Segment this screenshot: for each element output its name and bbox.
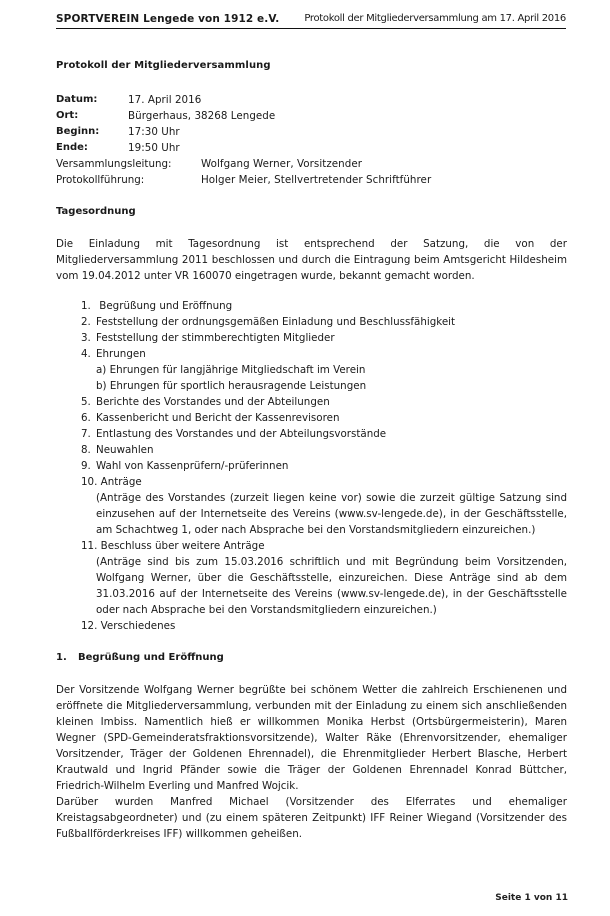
page-number: Seite 1 von 11	[495, 893, 568, 903]
agenda-item	[81, 458, 567, 474]
agenda-item	[81, 298, 567, 314]
section-heading-begruessung	[56, 650, 567, 666]
agenda-item-number: 8.	[81, 444, 91, 456]
agenda-item-text: Neuwahlen	[96, 444, 154, 456]
agenda-item-text: Feststellung der stimmberechtigten Mitglieder	[96, 332, 335, 344]
meta-value: 17:30 Uhr	[128, 126, 180, 138]
agenda-item	[81, 442, 567, 458]
agenda-item-text: Berichte des Vorstandes und der Abteilungen	[96, 396, 330, 408]
agenda-subitem: b) Ehrungen für sportlich herausragende Leistungen	[96, 380, 367, 392]
meta-value: Bürgerhaus, 38268 Lengede	[128, 110, 276, 122]
agenda-item-number: 12.	[81, 620, 98, 632]
agenda-item	[81, 314, 567, 330]
agenda-intro: Die Einladung mit Tagesordnung ist entsprechend der Satzung, die von der Mitgliederversammlung 2011 beschlossen und durch die Eintragung beim Amtsgericht Hildesheim vom 19.04.2012 unter VR 160070 eingetragen wurde, bekannt gemacht worden.	[56, 238, 567, 282]
meta-label: Beginn:	[56, 126, 100, 137]
agenda-subitem: a) Ehrungen für langjährige Mitgliedschaft im Verein	[96, 364, 366, 376]
agenda-list	[56, 298, 567, 634]
agenda-item-number: 5.	[81, 396, 91, 408]
agenda-heading: Tagesordnung	[56, 206, 136, 217]
agenda-item-number: 7.	[81, 428, 91, 440]
agenda-item-text: Verschiedenes	[97, 620, 176, 632]
meta-label: Protokollführung:	[56, 174, 145, 186]
meta-value: 17. April 2016	[128, 94, 202, 106]
meta-label: Ende:	[56, 142, 88, 153]
agenda-item-text: Anträge	[97, 476, 142, 488]
agenda-item-text: Beschluss über weitere Anträge	[97, 540, 265, 552]
agenda-item-text: Wahl von Kassenprüfern/-prüferinnen	[96, 460, 289, 472]
meta-row-versammlungsleitung	[56, 156, 567, 172]
agenda-item-note: (Anträge sind bis zum 15.03.2016 schriftlich und mit Begründung beim Vorsitzenden, Wolfgang Werner, über die Geschäftsstelle, einzureichen. Diese Anträge sind ab dem 31.03.2016 auf der Internetseite des Vereins (www.sv-lengede.de), in der Geschäftsstelle oder nach Absprache bei den Vorstandsmitgliedern einzureichen.)	[96, 556, 567, 616]
agenda-item-number: 10.	[81, 476, 98, 488]
agenda-item	[81, 410, 567, 426]
agenda-item-text: Entlastung des Vorstandes und der Abteilungsvorstände	[96, 428, 387, 440]
meta-label: Versammlungsleitung:	[56, 158, 172, 170]
document-title: Protokoll der Mitgliederversammlung	[56, 60, 271, 71]
agenda-item	[81, 618, 567, 634]
agenda-item-number: 9.	[81, 460, 91, 472]
meta-value: 19:50 Uhr	[128, 142, 180, 154]
agenda-item	[81, 474, 567, 490]
page-header	[56, 10, 566, 29]
section-number: 1.	[56, 652, 67, 663]
agenda-item	[81, 346, 567, 362]
agenda-item-number: 2.	[81, 316, 91, 328]
meta-row-beginn	[56, 124, 567, 140]
agenda-item	[81, 538, 567, 554]
meta-label: Datum:	[56, 94, 98, 105]
agenda-item-number: 11.	[81, 540, 98, 552]
document-body	[56, 58, 567, 842]
meta-label: Ort:	[56, 110, 79, 121]
meta-row-datum	[56, 92, 567, 108]
agenda-item-text: Kassenbericht und Bericht der Kassenrevisoren	[96, 412, 340, 424]
agenda-item	[81, 426, 567, 442]
agenda-item	[81, 330, 567, 346]
meta-row-protokollfuehrung	[56, 172, 567, 188]
agenda-item-note: (Anträge des Vorstandes (zurzeit liegen keine vor) sowie die zurzeit gültige Satzung sind einzusehen auf der Internetseite des Vereins (www.sv-lengede.de), in der Geschäftsstelle, am Schachtweg 1, oder nach Absprache bei den Vorstandsmitgliedern einzureichen.)	[96, 492, 567, 536]
agenda-item-text: Begrüßung und Eröffnung	[96, 300, 233, 312]
meta-row-ende	[56, 140, 567, 156]
meta-block	[56, 92, 567, 188]
header-subtitle: Protokoll der Mitgliederversammlung am 17. April 2016	[304, 13, 566, 24]
meta-value: Holger Meier, Stellvertretender Schriftführer	[201, 174, 432, 186]
meta-value: Wolfgang Werner, Vorsitzender	[201, 158, 363, 170]
agenda-item-number: 1.	[81, 300, 91, 312]
agenda-item-number: 4.	[81, 348, 91, 360]
agenda-item-number: 6.	[81, 412, 91, 424]
section-paragraph: Darüber wurden Manfred Michael (Vorsitzender des Elferrates und ehemaliger Kreistagsabgeordneter) und (zu einem späteren Zeitpunkt) IFF Reiner Wiegand (Vorsitzender des Fußballförderkreises IFF) willkommen geheißen.	[56, 796, 567, 840]
agenda-item	[81, 394, 567, 410]
agenda-item-text: Ehrungen	[96, 348, 146, 360]
section-title: Begrüßung und Eröffnung	[78, 652, 224, 663]
agenda-item-number: 3.	[81, 332, 91, 344]
meta-row-ort	[56, 108, 567, 124]
organization-name: SPORTVEREIN Lengede von 1912 e.V.	[56, 13, 280, 25]
section-paragraph: Der Vorsitzende Wolfgang Werner begrüßte bei schönem Wetter die zahlreich Erschienenen und eröffnete die Mitgliederversammlung, verbunden mit der Einladung zu einem sich anschließenden kleinen Imbiss. Namentlich hieß er willkommen Monika Herbst (Ortsbürgermeisterin), Maren Wegner (SPD-Gemeinderatsfraktionsvorsitzende), Walter Räke (Ehrenvorsitzender, ehemaliger Vorsitzender, Träger der Goldenen Ehrennadel), die Ehrenmitglieder Herbert Blasche, Herbert Krautwald und Ingrid Pfänder sowie die Träger der Goldenen Ehrennadel Konrad Büttcher, Friedrich-Wilhelm Everling und Manfred Wojcik.	[56, 684, 567, 792]
agenda-item-text: Feststellung der ordnungsgemäßen Einladung und Beschlussfähigkeit	[96, 316, 456, 328]
